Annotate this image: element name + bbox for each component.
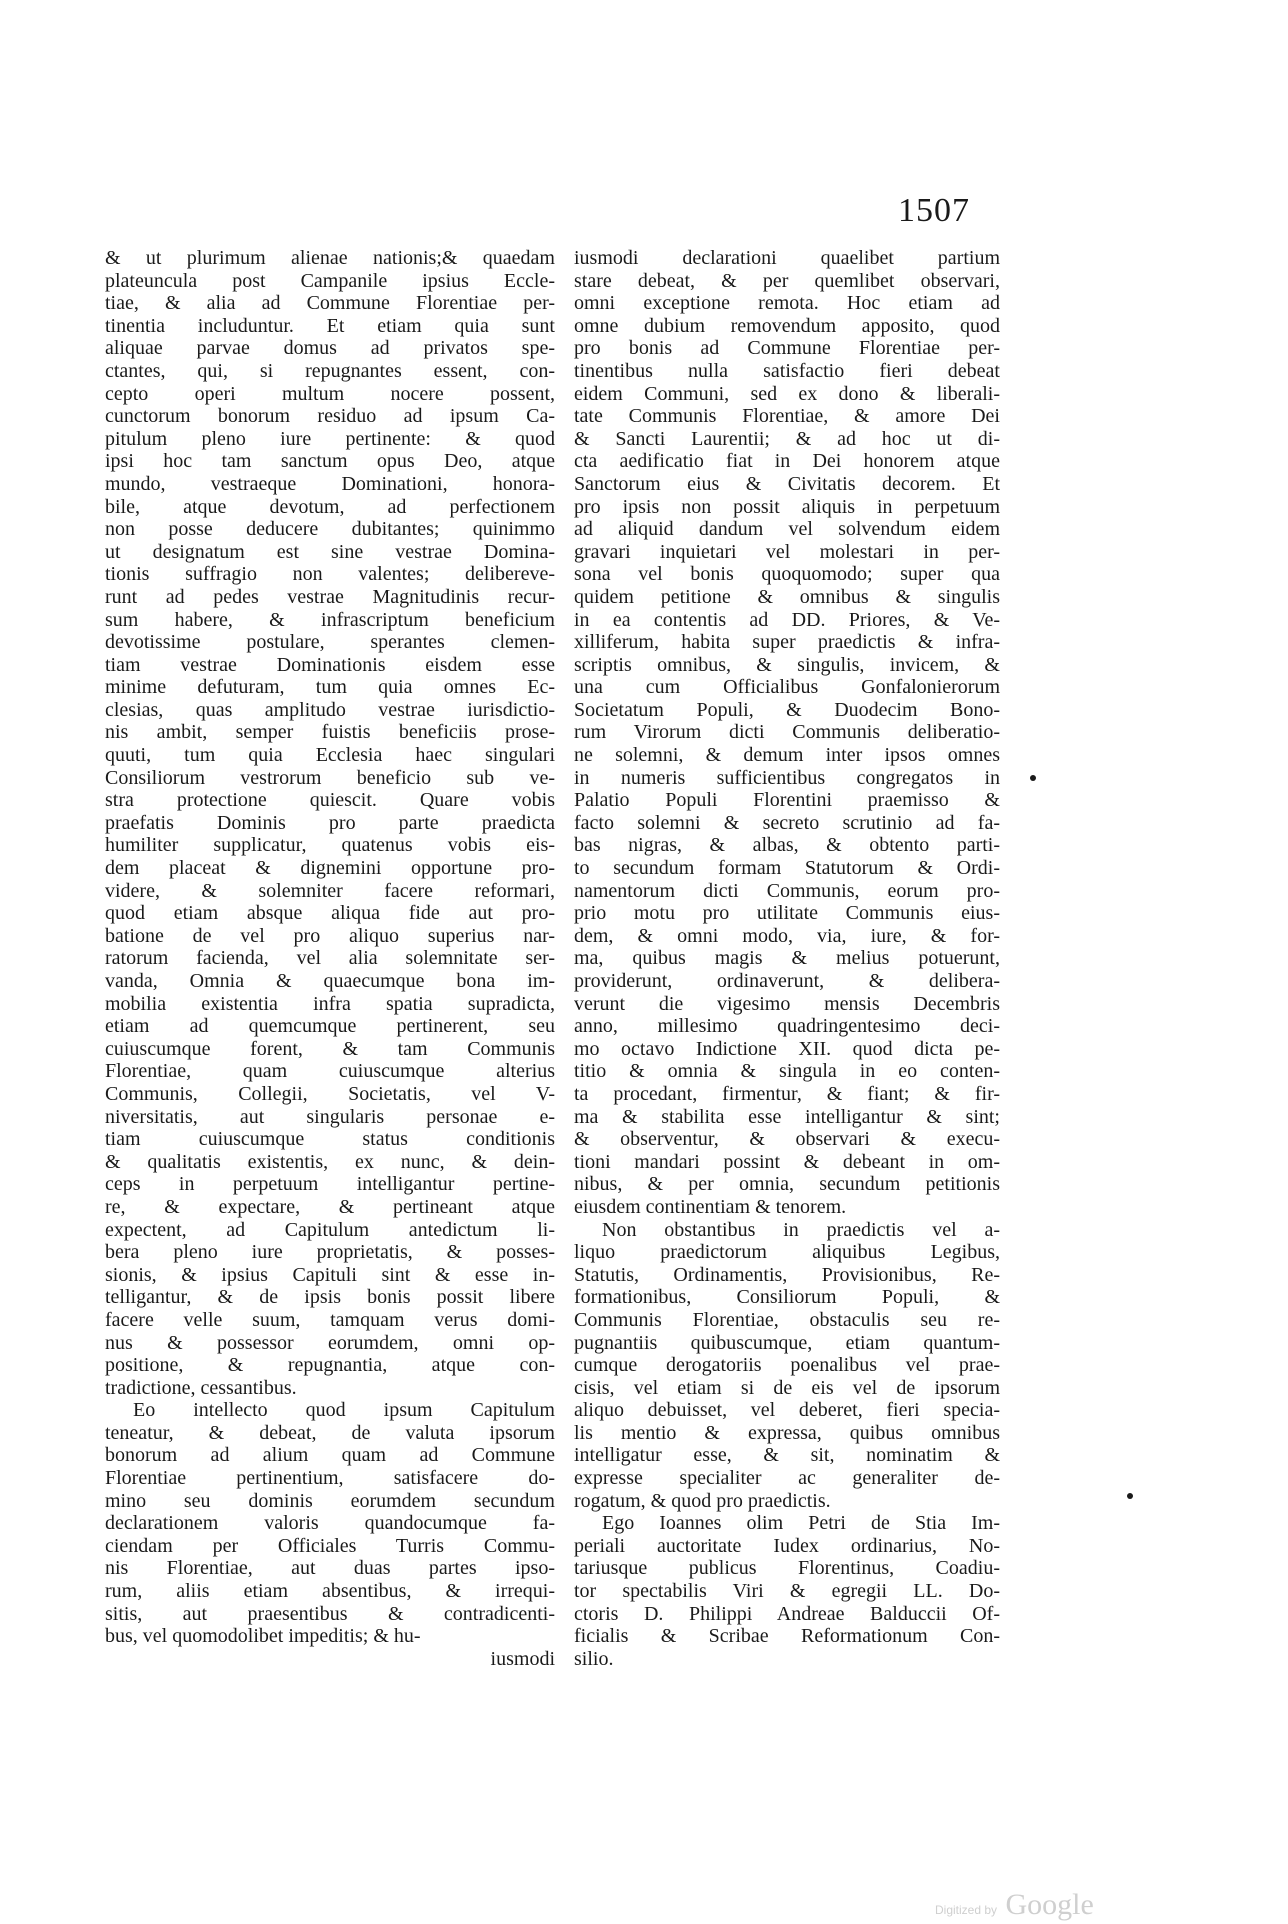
text-line: namentorum dicti Communis, eorum pro-: [574, 879, 1000, 902]
text-line: nis Florentiae, aut duas partes ipso-: [105, 1557, 555, 1580]
text-line: & Sancti Laurentii; & ad hoc ut di-: [574, 427, 1000, 450]
text-line: omne dubium removendum apposito, quod: [574, 314, 1000, 337]
text-line: bus, vel quomodolibet impeditis; & hu-: [105, 1625, 421, 1648]
text-line: cumque derogatoriis poenalibus vel prae-: [574, 1354, 1000, 1377]
text-line: mo octavo Indictione XII. quod dicta pe-: [574, 1037, 1000, 1060]
text-line: tinentibus nulla satisfactio fieri debeat: [574, 359, 1000, 382]
text-line: ne solemni, & demum inter ipsos omnes: [574, 744, 1000, 767]
text-line: niversitatis, aut singularis personae e-: [105, 1105, 555, 1128]
text-line: tiam vestrae Dominationis eisdem esse: [105, 653, 555, 676]
text-line: minime defuturam, tum quia omnes Ec-: [105, 676, 555, 699]
text-line: rogatum, & quod pro praedictis.: [574, 1489, 831, 1512]
text-line: tionis suffragio non valentes; delibereve-: [105, 563, 555, 586]
text-line: cisis, vel etiam si de eis vel de ipsorum: [574, 1376, 1000, 1399]
text-line: in ea contentis ad DD. Priores, & Ve-: [574, 608, 1000, 631]
text-line: eiusdem continentiam & tenorem.: [574, 1195, 847, 1218]
text-line: non posse deducere dubitantes; quinimmo: [105, 518, 555, 541]
text-line: intelligatur esse, & sit, nominatim &: [574, 1444, 1000, 1467]
text-line: tioni mandari possint & debeant in om-: [574, 1150, 1000, 1173]
text-line: anno, millesimo quadringentesimo deci-: [574, 1015, 1000, 1038]
text-line: bonorum ad alium quam ad Commune: [105, 1444, 555, 1467]
text-line: mundo, vestraeque Dominationi, honora-: [105, 472, 555, 495]
text-line: scriptis omnibus, & singulis, invicem, &: [574, 653, 1000, 676]
text-line: cuiuscumque forent, & tam Communis: [105, 1037, 555, 1060]
text-line: Florentiae pertinentium, satisfacere do-: [105, 1467, 555, 1490]
text-line: positione, & repugnantia, atque con-: [105, 1354, 555, 1377]
text-line: sitis, aut praesentibus & contradicenti-: [105, 1602, 555, 1625]
text-line: tor spectabilis Viri & egregii LL. Do-: [574, 1580, 1000, 1603]
text-line: gravari inquietari vel molestari in per-: [574, 540, 1000, 563]
text-line: bas nigras, & albas, & obtento parti-: [574, 834, 1000, 857]
left-column: [105, 247, 555, 1670]
text-line: expresse specialiter ac generaliter de-: [574, 1467, 1000, 1490]
text-line: cunctorum bonorum residuo ad ipsum Ca-: [105, 405, 555, 428]
text-line: declarationem valoris quandocumque fa-: [105, 1512, 555, 1535]
text-line: videre, & solemniter facere reformari,: [105, 879, 555, 902]
text-line: re, & expectare, & pertineant atque: [105, 1195, 555, 1218]
text-line: pitulum pleno iure pertinente: & quod: [105, 427, 555, 450]
text-line: Eo intellecto quod ipsum Capitulum: [133, 1399, 555, 1422]
text-line: dem placeat & dignemini opportune pro-: [105, 857, 555, 880]
text-line: quuti, tum quia Ecclesia haec singulari: [105, 744, 555, 767]
text-line: pugnantiis quibuscumque, etiam quantum-: [574, 1331, 1000, 1354]
text-line: quidem petitione & omnibus & singulis: [574, 585, 1000, 608]
text-line: ipsi hoc tam sanctum opus Deo, atque: [105, 450, 555, 473]
text-line: pro bonis ad Commune Florentiae per-: [574, 337, 1000, 360]
text-line: sum habere, & infrascriptum beneficium: [105, 608, 555, 631]
text-line: silio.: [574, 1647, 614, 1670]
text-line: dem, & omni modo, via, iure, & for-: [574, 924, 1000, 947]
text-line: ma & stabilita esse intelligantur & sint;: [574, 1105, 1000, 1128]
text-line: Consiliorum vestrorum beneficio sub ve-: [105, 766, 555, 789]
text-line: rum Virorum dicti Communis deliberatio-: [574, 721, 1000, 744]
text-line: periali auctoritate Iudex ordinarius, No-: [574, 1534, 1000, 1557]
text-line: plateuncula post Campanile ipsius Eccle-: [105, 269, 555, 292]
text-line: Societatum Populi, & Duodecim Bono-: [574, 698, 1000, 721]
text-line: ad aliquid dandum vel solvendum eidem: [574, 518, 1000, 541]
text-line: telligantur, & de ipsis bonis possit libere: [105, 1286, 555, 1309]
text-line: ta procedant, firmentur, & fiant; & fir-: [574, 1082, 1000, 1105]
text-line: Palatio Populi Florentini praemisso &: [574, 789, 1000, 812]
text-line: stra protectione quiescit. Quare vobis: [105, 789, 555, 812]
text-line: ceps in perpetuum intelligantur pertine-: [105, 1173, 555, 1196]
text-line: ctoris D. Philippi Andreae Balduccii Of-: [574, 1602, 1000, 1625]
text-line: & qualitatis existentis, ex nunc, & dein-: [105, 1150, 555, 1173]
margin-dot-mark: [1127, 1493, 1133, 1499]
text-line: clesias, quas amplitudo vestrae iurisdictio-: [105, 698, 555, 721]
text-line: & ut plurimum alienae nationis;& quaedam: [105, 247, 555, 269]
text-line: humiliter supplicatur, quatenus vobis eis-: [105, 834, 555, 857]
text-line: verunt die vigesimo mensis Decembris: [574, 992, 1000, 1015]
text-line: Ego Ioannes olim Petri de Stia Im-: [602, 1512, 1000, 1535]
text-line: & observentur, & observari & execu-: [574, 1128, 1000, 1151]
text-line: bera pleno iure proprietatis, & posses-: [105, 1241, 555, 1264]
text-line: aliquo debuisset, vel deberet, fieri specia-: [574, 1399, 1000, 1422]
text-line: mino seu dominis eorumdem secundum: [105, 1489, 555, 1512]
text-line: batione de vel pro aliquo superius nar-: [105, 924, 555, 947]
text-line: facere velle suum, tamquam verus domi-: [105, 1308, 555, 1331]
text-line: tate Communis Florentiae, & amore Dei: [574, 405, 1000, 428]
text-line: cta aedificatio fiat in Dei honorem atque: [574, 450, 1000, 473]
text-line: tinentia includuntur. Et etiam quia sunt: [105, 314, 555, 337]
text-line: mobilia existentia infra spatia supradicta,: [105, 992, 555, 1015]
text-line: ctantes, qui, si repugnantes essent, con-: [105, 359, 555, 382]
text-line: liquo praedictorum aliquibus Legibus,: [574, 1241, 1000, 1264]
text-line: in numeris sufficientibus congregatos in: [574, 766, 1000, 789]
text-line: aliquae parvae domus ad privatos spe-: [105, 337, 555, 360]
watermark-brand: Google: [1005, 1888, 1094, 1921]
text-line: providerunt, ordinaverunt, & delibera-: [574, 970, 1000, 992]
text-line: sionis, & ipsius Capituli sint & esse in-: [105, 1263, 555, 1286]
page-number: 1507: [898, 192, 970, 229]
text-line: sona vel bonis quoquomodo; super qua: [574, 563, 1000, 586]
text-line: pro ipsis non possit aliquis in perpetuum: [574, 495, 1000, 518]
text-line: nibus, & per omnia, secundum petitionis: [574, 1173, 1000, 1196]
text-line: formationibus, Consiliorum Populi, &: [574, 1286, 1000, 1309]
text-line: Communis Florentiae, obstaculis seu re-: [574, 1308, 1000, 1331]
text-line: devotissime postulare, sperantes clemen-: [105, 631, 555, 654]
text-line: iusmodi declarationi quaelibet partium: [574, 247, 1000, 269]
right-column: [574, 247, 1000, 1670]
digitized-watermark: [935, 1888, 1094, 1922]
text-line: eidem Communi, sed ex dono & liberali-: [574, 382, 1000, 405]
text-line: stare debeat, & per quemlibet observari,: [574, 269, 1000, 292]
text-line: nus & possessor eorumdem, omni op-: [105, 1331, 555, 1354]
text-line: lis mentio & expressa, quibus omnibus: [574, 1421, 1000, 1444]
text-line: ficialis & Scribae Reformationum Con-: [574, 1625, 1000, 1648]
text-line: Florentiae, quam cuiuscumque alterius: [105, 1060, 555, 1083]
text-line: etiam ad quemcumque pertinerent, seu: [105, 1015, 555, 1038]
text-line: tariusque publicus Florentinus, Coadiu-: [574, 1557, 1000, 1580]
text-line: titio & omnia & singula in eo conten-: [574, 1060, 1000, 1083]
text-line: bile, atque devotum, ad perfectionem: [105, 495, 555, 518]
text-line: expectent, ad Capitulum antedictum li-: [105, 1218, 555, 1241]
text-line: Non obstantibus in praedictis vel a-: [602, 1218, 1000, 1241]
text-line: to secundum formam Statutorum & Ordi-: [574, 857, 1000, 880]
text-line: ut designatum est sine vestrae Domina-: [105, 540, 555, 563]
text-line: praefatis Dominis pro parte praedicta: [105, 811, 555, 834]
text-line: ma, quibus magis & melius potuerunt,: [574, 947, 1000, 970]
text-line: Statutis, Ordinamentis, Provisionibus, Re-: [574, 1263, 1000, 1286]
text-line: tradictione, cessantibus.: [105, 1376, 297, 1399]
margin-dot-mark: [1030, 775, 1036, 781]
text-line: nis ambit, semper fuistis beneficiis prose-: [105, 721, 555, 744]
text-line: prio motu pro utilitate Communis eius-: [574, 902, 1000, 925]
text-line: xilliferum, habita super praedictis & infra-: [574, 631, 1000, 654]
text-line: Communis, Collegii, Societatis, vel V-: [105, 1082, 555, 1105]
text-line: ciendam per Officiales Turris Commu-: [105, 1534, 555, 1557]
text-line: rum, aliis etiam absentibus, & irrequi-: [105, 1580, 555, 1603]
text-line: ratorum facienda, vel alia solemnitate ser-: [105, 947, 555, 970]
text-line: tiam cuiuscumque status conditionis: [105, 1128, 555, 1151]
text-line: Sanctorum eius & Civitatis decorem. Et: [574, 472, 1000, 495]
watermark-prefix: Digitized by: [935, 1903, 998, 1917]
text-line: omni exceptione remota. Hoc etiam ad: [574, 292, 1000, 315]
text-line: iusmodi: [490, 1647, 555, 1670]
text-line: teneatur, & debeat, de valuta ipsorum: [105, 1421, 555, 1444]
text-line: vanda, Omnia & quaecumque bona im-: [105, 970, 555, 992]
text-line: una cum Officialibus Gonfalonierorum: [574, 676, 1000, 699]
text-line: quod etiam absque aliqua fide aut pro-: [105, 902, 555, 925]
text-line: tiae, & alia ad Commune Florentiae per-: [105, 292, 555, 315]
text-line: facto solemni & secreto scrutinio ad fa-: [574, 811, 1000, 834]
text-line: cepto operi multum nocere possent,: [105, 382, 555, 405]
text-line: runt ad pedes vestrae Magnitudinis recur-: [105, 585, 555, 608]
